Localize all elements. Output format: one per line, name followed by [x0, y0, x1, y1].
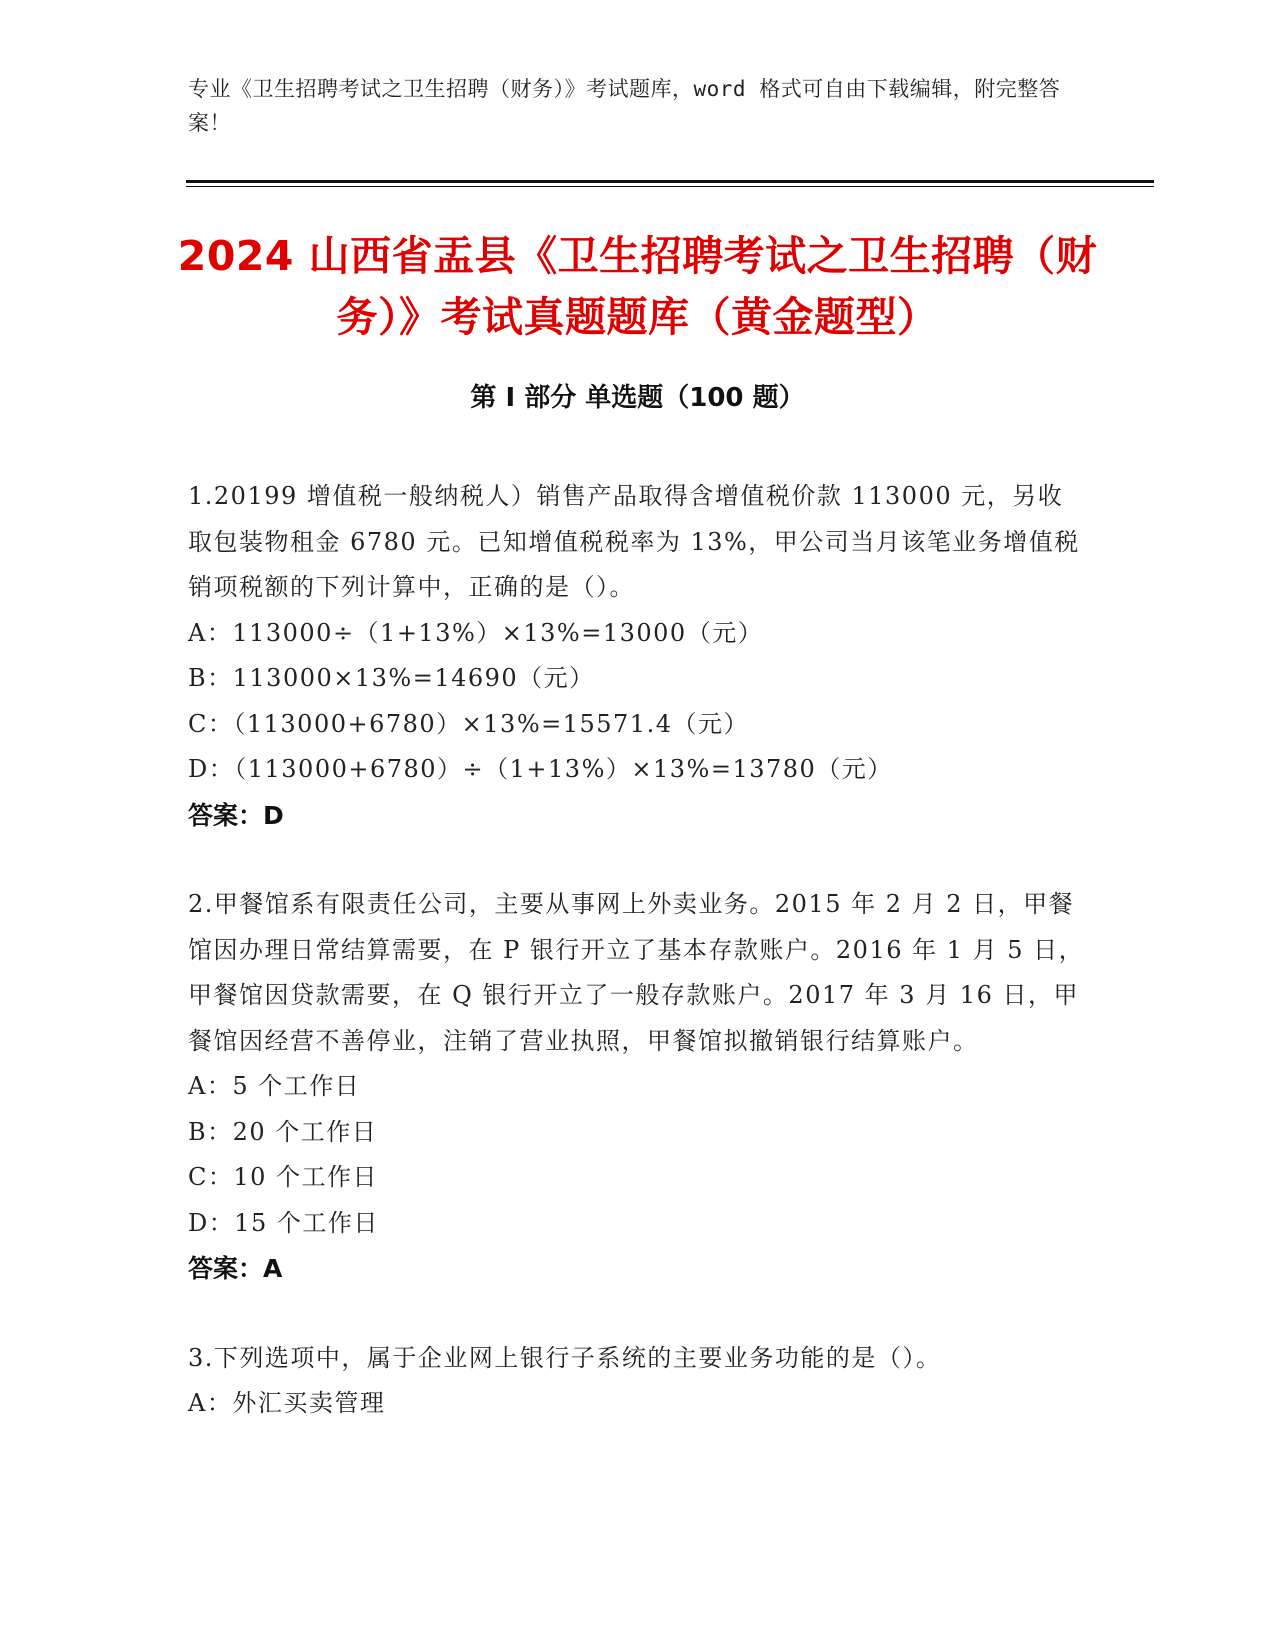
question-1: [188, 474, 1088, 838]
question-text: 2.甲餐馆系有限责任公司，主要从事网上外卖业务。2015 年 2 月 2 日，甲餐馆因办理日常结算需要，在 P 银行开立了基本存款账户。2016 年 1 月 5 日，甲餐馆因贷款需要，在 Q 银行开立了一般存款账户。2017 年 3 月 16 日，甲餐馆因经营不善停业，注销了营业执照，甲餐馆拟撤销银行结算账户。: [188, 890, 1085, 1055]
answer-label: 答案：D: [188, 800, 284, 830]
option-b: B：113000×13%=14690（元）: [188, 664, 595, 692]
option-d: D：15 个工作日: [188, 1208, 379, 1237]
question-text: 1.20199 增值税一般纳税人）销售产品取得含增值税价款 113000 元，另收取包装物租金 6780 元。已知增值税税率为 13%，甲公司当月该笔业务增值税销项税额的下列计算中，正确的是（）。: [188, 482, 1080, 601]
option-b: B：20 个工作日: [188, 1117, 378, 1146]
question-3: [188, 1336, 1088, 1427]
header-note: 专业《卫生招聘考试之卫生招聘（财务）》考试题库，word 格式可自由下载编辑，附完整答案！: [188, 77, 1061, 135]
option-a: A：113000÷（1+13%）×13%=13000（元）: [188, 618, 764, 647]
header-rule-thick: [186, 180, 1154, 183]
section-heading: 第 I 部分 单选题（100 题）: [470, 383, 805, 413]
document-title: 2024 山西省盂县《卫生招聘考试之卫生招聘（财务）》考试真题题库（黄金题型）: [177, 232, 1098, 341]
option-c: C：（113000+6780）×13%=15571.4（元）: [188, 709, 749, 738]
option-a: A：外汇买卖管理: [188, 1389, 386, 1417]
question-text: 3.下列选项中，属于企业网上银行子系统的主要业务功能的是（）。: [188, 1343, 942, 1372]
option-d: D：（113000+6780）÷（1+13%）×13%=13780（元）: [188, 755, 893, 783]
option-a: A：5 个工作日: [188, 1072, 361, 1100]
answer-label: 答案：A: [188, 1254, 283, 1283]
question-2: [188, 882, 1088, 1292]
header-rule-thin: [186, 186, 1154, 187]
option-c: C：10 个工作日: [188, 1163, 379, 1191]
question-list: [188, 474, 1088, 1471]
